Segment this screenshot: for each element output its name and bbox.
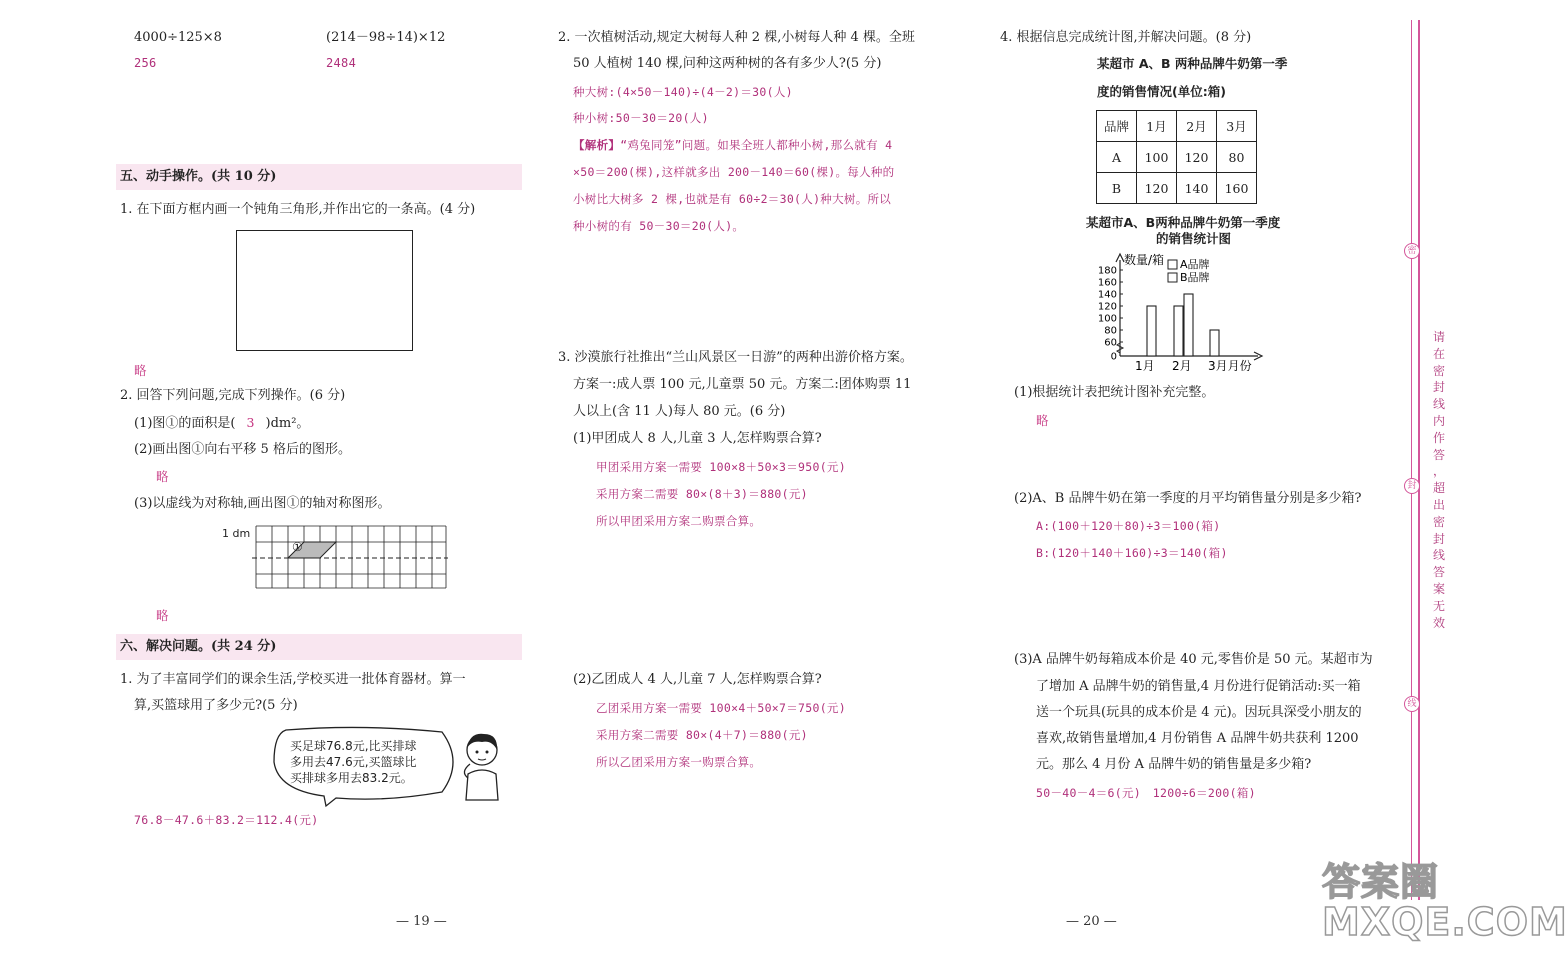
- right-q4-sub2-answer-2: B:(120＋140＋160)÷3＝140(箱): [1036, 546, 1228, 560]
- right-q4-sub3-line2: 了增加 A 品牌牛奶的销售量,4 月份进行促销活动:买一箱: [1036, 679, 1361, 694]
- seal-text-char: 密: [1432, 514, 1445, 529]
- table-cell: 140: [1177, 173, 1217, 204]
- legend-label: B品牌: [1180, 271, 1210, 284]
- right-q4-sub1-answer: 略: [1036, 413, 1049, 428]
- seal-text-char: ，: [1432, 464, 1445, 479]
- seal-text-char: 线: [1432, 548, 1445, 563]
- seal-text-char: 超: [1432, 481, 1445, 496]
- right-q4-sub2-answer-1: A:(100＋120＋80)÷3＝100(箱): [1036, 519, 1221, 533]
- page-number-19: — 19 —: [396, 914, 447, 929]
- table-row: [1097, 142, 1257, 173]
- table-header-row: [1097, 111, 1257, 142]
- table-cell: 120: [1137, 173, 1177, 204]
- mid-q3-sub2-answer-1: 乙团采用方案一需要 100×4＋50×7＝750(元): [596, 701, 846, 715]
- explanation-tag: 【解析】: [573, 138, 621, 152]
- seal-badge-mi: 密: [1404, 243, 1420, 259]
- section5-q1: 1. 在下面方框内画一个钝角三角形,并作出它的一条高。(4 分): [120, 202, 476, 217]
- right-q4-sub3-line1: (3)A 品牌牛奶每箱成本价是 40 元,零售价是 50 元。某超市为: [1014, 652, 1373, 667]
- table-cell: B: [1097, 173, 1137, 204]
- section5-q1-answer: 略: [134, 363, 147, 378]
- section6-q1-line1: 1. 为了丰富同学们的课余生活,学校买进一批体育器材。算一: [120, 672, 466, 687]
- mid-q2-answer-1: 种大树:(4×50－140)÷(4－2)＝30(人): [573, 85, 793, 99]
- y-tick-label: 80: [1104, 325, 1117, 337]
- y-tick-label: 0: [1110, 351, 1117, 363]
- legend-swatch: [1168, 273, 1177, 282]
- y-tick-label: 120: [1097, 301, 1117, 313]
- drawing-box: [236, 230, 413, 351]
- mid-q3-sub2-answer-3: 所以乙团采用方案一购票合算。: [596, 755, 762, 769]
- calc-expr-1: 4000÷125×8: [134, 30, 222, 45]
- section5-q2: 2. 回答下列问题,完成下列操作。(6 分): [120, 388, 346, 403]
- mid-q3-line1: 3. 沙漠旅行社推出“兰山风景区一日游”的两种出游价格方案。: [558, 350, 913, 365]
- section5-q2-2-answer: 略: [156, 469, 169, 484]
- table-cell: 100: [1137, 142, 1177, 173]
- q2-1-suffix: )dm²。: [265, 416, 310, 431]
- right-q4-sub2: (2)A、B 品牌牛奶在第一季度的月平均销售量分别是多少箱?: [1014, 491, 1362, 506]
- section6-q1-answer: 76.8－47.6＋83.2＝112.4(元): [134, 813, 319, 827]
- seal-badge-xian: 线: [1404, 696, 1420, 712]
- seal-text-char: 线: [1432, 397, 1445, 412]
- seal-text-char: 效: [1432, 615, 1445, 630]
- bubble-line-1: 买足球76.8元,比买排球: [290, 739, 417, 753]
- y-tick-label: 60: [1104, 337, 1117, 349]
- expl-text-1: “鸡兔同笼”问题。如果全班人都种小树,那么就有 4: [620, 138, 893, 152]
- mid-q3-sub1-answer-1: 甲团采用方案一需要 100×8＋50×3＝950(元): [596, 460, 846, 474]
- mid-q2-explanation-1: [573, 137, 892, 153]
- y-axis-label: 数量/箱: [1124, 253, 1165, 267]
- seal-text-char: 案: [1432, 582, 1445, 596]
- boy-illustration-icon: [456, 730, 508, 802]
- right-q4-sub3-line4: 喜欢,故销售量增加,4 月份销售 A 品牌牛奶共获利 1200: [1036, 731, 1359, 746]
- mid-q2-line2: 50 人植树 140 棵,问种这两种树的各有多少人?(5 分): [573, 56, 882, 71]
- seal-text-char: 内: [1432, 414, 1445, 428]
- mid-q2-explanation-3: 小树比大树多 2 棵,也就是有 60÷2＝30(人)种大树。所以: [573, 192, 892, 206]
- y-tick-label: 180: [1097, 265, 1117, 277]
- speech-bubble-text: [290, 738, 417, 786]
- table-header-cell: 品牌: [1097, 111, 1137, 142]
- grid-shape-label: ①: [292, 540, 303, 554]
- seal-text-char: 无: [1432, 598, 1445, 613]
- section5-q2-1: [134, 409, 309, 437]
- x-tick-label: 3月月份: [1208, 359, 1252, 373]
- grid-scale-label: 1 dm: [222, 527, 251, 540]
- section5-q2-2: (2)画出图①向右平移 5 格后的图形。: [134, 442, 351, 457]
- mid-q3-sub2-answer-2: 采用方案二需要 80×(4＋7)＝880(元): [596, 728, 808, 742]
- seal-text-char: 出: [1432, 498, 1445, 512]
- x-tick-label: 1月: [1135, 359, 1155, 373]
- mid-q2-line1: 2. 一次植树活动,规定大树每人种 2 棵,小树每人种 4 棵。全班: [558, 30, 915, 45]
- bubble-line-3: 买排球多用去83.2元。: [290, 771, 413, 785]
- mid-q2-explanation-2: ×50＝200(棵),这样就多出 200－140＝60(棵)。每人种的: [573, 165, 895, 179]
- seal-text-char: 请: [1432, 330, 1445, 344]
- section-6-title: 六、解决问题。(共 24 分): [116, 634, 522, 660]
- seal-text-char: 答: [1432, 447, 1445, 462]
- section5-q2-3: (3)以虚线为对称轴,画出图①的轴对称图形。: [134, 496, 391, 511]
- seal-text-char: 封: [1432, 380, 1445, 395]
- q2-1-prefix: (1)图①的面积是(: [134, 416, 236, 431]
- q2-1-answer: 3: [246, 415, 255, 430]
- grid-figure: [252, 524, 448, 590]
- mid-q3-line2: 方案一:成人票 100 元,儿童票 50 元。方案二:团体购票 11: [573, 377, 912, 392]
- seal-line: [1418, 20, 1420, 900]
- seal-text-char: 封: [1432, 531, 1445, 546]
- bubble-line-2: 多用去47.6元,买篮球比: [290, 755, 417, 769]
- seal-text-char: 作: [1432, 430, 1445, 445]
- bar-a: [1210, 330, 1219, 356]
- watermark-logo: 答案圈 MXQE.COM: [1322, 860, 1568, 944]
- mid-q2-explanation-4: 种小树的有 50－30＝20(人)。: [573, 219, 745, 233]
- mid-q3-sub1-answer-3: 所以甲团采用方案二购票合算。: [596, 514, 762, 528]
- table-header-cell: 1月: [1137, 111, 1177, 142]
- bar-b: [1147, 306, 1156, 356]
- mid-q3-sub1-answer-2: 采用方案二需要 80×(8＋3)＝880(元): [596, 487, 808, 501]
- seal-text-char: 密: [1432, 363, 1445, 378]
- seal-line-dashed: [1411, 20, 1412, 900]
- y-tick-label: 160: [1097, 277, 1117, 289]
- seal-text-char: 答: [1432, 565, 1445, 580]
- chart-title-line1: 某超市A、B两种品牌牛奶第一季度: [1086, 215, 1281, 230]
- mid-q3-line3: 人以上(含 11 人)每人 80 元。(6 分): [573, 404, 786, 419]
- table-header-cell: 2月: [1177, 111, 1217, 142]
- table-header-cell: 3月: [1217, 111, 1257, 142]
- seal-text-char: 在: [1432, 346, 1445, 361]
- y-tick-label: 140: [1097, 289, 1117, 301]
- calc-expr-2: (214－98÷14)×12: [326, 30, 446, 45]
- seal-badge-feng: 封: [1404, 478, 1420, 494]
- table-row: [1097, 173, 1257, 204]
- table-cell: 120: [1177, 142, 1217, 173]
- bar-a: [1174, 306, 1183, 356]
- calc-answer-1: 256: [134, 56, 157, 70]
- grid-lines: [256, 526, 446, 588]
- table-title-2: 度的销售情况(单位:箱): [1097, 84, 1226, 99]
- table-cell: 80: [1217, 142, 1257, 173]
- chart-title-line2: 的销售统计图: [1156, 231, 1232, 246]
- sales-table: [1096, 110, 1257, 204]
- table-cell: 160: [1217, 173, 1257, 204]
- right-q4-sub3-line3: 送一个玩具(玩具的成本价是 4 元)。因玩具深受小朋友的: [1036, 705, 1362, 720]
- section-5-title: 五、动手操作。(共 10 分): [116, 164, 522, 190]
- section5-q2-3-answer: 略: [156, 608, 169, 623]
- calc-answer-2: 2484: [326, 56, 357, 70]
- mid-q3-sub1: (1)甲团成人 8 人,儿童 3 人,怎样购票合算?: [573, 431, 822, 446]
- page-number-20: — 20 —: [1066, 914, 1117, 929]
- mid-q2-answer-2: 种小树:50－30＝20(人): [573, 111, 709, 125]
- legend-label: A品牌: [1180, 258, 1210, 271]
- right-q4-sub3-answer: 50－40－4＝6(元) 1200÷6＝200(箱): [1036, 786, 1256, 800]
- mid-q3-sub2: (2)乙团成人 4 人,儿童 7 人,怎样购票合算?: [573, 672, 822, 687]
- section6-q1-line2: 算,买篮球用了多少元?(5 分): [134, 698, 298, 713]
- bar-chart: [1090, 248, 1280, 376]
- bar-b: [1184, 294, 1193, 356]
- y-tick-label: 100: [1097, 313, 1117, 325]
- right-q4-line1: 4. 根据信息完成统计图,并解决问题。(8 分): [1000, 30, 1252, 45]
- table-title-1: 某超市 A、B 两种品牌牛奶第一季: [1097, 56, 1288, 71]
- right-q4-sub3-line5: 元。那么 4 月份 A 品牌牛奶的销售量是多少箱?: [1036, 757, 1312, 772]
- table-cell: A: [1097, 142, 1137, 173]
- x-tick-label: 2月: [1172, 359, 1192, 373]
- legend-swatch: [1168, 260, 1177, 269]
- right-q4-sub1: (1)根据统计表把统计图补充完整。: [1014, 385, 1215, 400]
